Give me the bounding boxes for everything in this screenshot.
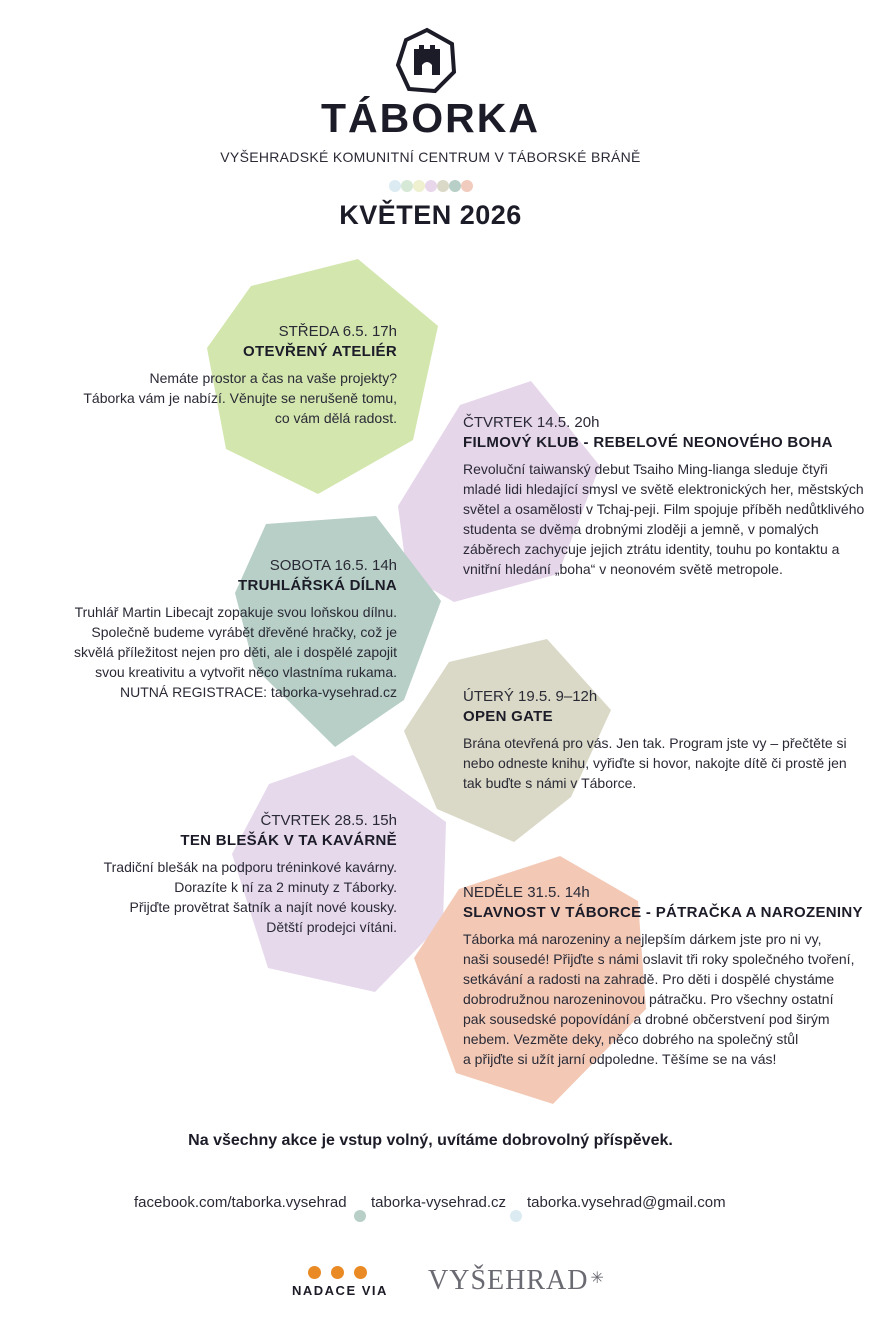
event-date: ÚTERÝ 19.5. 9–12h	[463, 688, 598, 705]
event-text-line: záběrech zachycuje jejich ztrátu identity, touhu po kontaktu a	[463, 541, 840, 557]
event-text-line: mladé lidi hledající smysl ve světě elektronických her, městských	[463, 481, 864, 497]
event-text-line: NUTNÁ REGISTRACE: taborka-vysehrad.cz	[120, 684, 397, 700]
event-text-line: Společně budeme vyrábět dřevěné hračky, což je	[91, 624, 397, 640]
event-text-line: Přijďte provětrat šatník a najít nové kousky.	[129, 899, 397, 915]
sponsor-vysehrad: VYŠEHRAD ✳	[428, 1265, 605, 1296]
event-slavnost	[463, 883, 873, 1069]
event-text-line: světel a osamělosti v Tchaj-peji. Film spojuje příběh nedůtklivého	[463, 501, 865, 517]
asterisk-icon: ✳	[590, 1270, 605, 1287]
event-date: NEDĚLE 31.5. 14h	[463, 884, 590, 901]
event-title: OTEVŘENÝ ATELIÉR	[243, 343, 397, 360]
event-text-line: dobrodružnou narozeninovou pátračku. Pro všechny ostatní	[463, 991, 834, 1007]
event-title: TEN BLEŠÁK V TA KAVÁRNĚ	[180, 832, 397, 849]
event-text-line: Táborka vám je nabízí. Věnujte se nerušeně tomu,	[83, 390, 397, 406]
event-title: TRUHLÁŘSKÁ DÍLNA	[238, 577, 397, 594]
free-entry-note: Na všechny akce je vstup volný, uvítáme dobrovolný příspěvek.	[188, 1132, 673, 1149]
facebook-link[interactable]: facebook.com/taborka.vysehrad	[134, 1194, 347, 1211]
sponsor-nadace-via: NADACE VIA	[292, 1283, 388, 1298]
event-text-line: Nemáte prostor a čas na vaše projekty?	[149, 370, 397, 386]
event-text-line: nebem. Vezměte deky, něco dobrého na společný stůl	[463, 1031, 799, 1047]
nadace-via-logo-icon	[308, 1266, 377, 1284]
event-date: STŘEDA 6.5. 17h	[278, 323, 397, 340]
event-text-line: Brána otevřená pro vás. Jen tak. Program jste vy – přečtěte si	[463, 735, 847, 751]
email-link[interactable]: taborka.vysehrad@gmail.com	[527, 1194, 726, 1211]
page-title: TÁBORKA	[321, 95, 540, 141]
event-title: SLAVNOST V TÁBORCE - PÁTRAČKA A NAROZENINY	[463, 904, 863, 921]
event-text-line: Truhlář Martin Libecajt zopakuje svou loňskou dílnu.	[74, 604, 397, 620]
event-text-line: svou kreativitu a vytvořit něco vlastníma rukama.	[95, 664, 397, 680]
event-date: ČTVRTEK 14.5. 20h	[463, 414, 600, 431]
event-text-line: studenta se dvěma drobnými zloději a jemně, v pomalých	[463, 521, 819, 537]
event-text-line: Dorazíte k ní za 2 minuty z Táborky.	[174, 879, 397, 895]
event-title: OPEN GATE	[463, 708, 553, 725]
event-text-line: tak buďte s námi v Táborce.	[463, 775, 637, 791]
event-text-line: Tradiční blešák na podporu tréninkové kavárny.	[103, 859, 397, 875]
event-text-line: setkávání a radosti na zahradě. Pro děti i dospělé chystáme	[463, 971, 835, 987]
event-title: FILMOVÝ KLUB - REBELOVÉ NEONOVÉHO BOHA	[463, 434, 833, 451]
event-open-gate	[463, 687, 868, 793]
event-date: ČTVRTEK 28.5. 15h	[260, 812, 397, 829]
event-text-line: co vám dělá radost.	[274, 410, 397, 426]
web-link[interactable]: taborka-vysehrad.cz	[371, 1194, 507, 1211]
event-text-line: vnitřní hledání „boha“ v neonovém světě metropole.	[463, 561, 783, 577]
separator-dot	[354, 1210, 366, 1222]
event-text-line: a přijďte si užít jarní odpoledne. Těšíme se na vás!	[463, 1051, 777, 1067]
event-text-line: Revoluční taiwanský debut Tsaiho Ming-lianga sleduje čtyři	[463, 461, 828, 477]
event-text-line: Táborka má narozeniny a nejlepším dárkem jste pro ni vy,	[463, 931, 822, 947]
event-text-line: nebo odneste knihu, vyřiďte si hovor, nakojte dítě či prostě jen	[463, 755, 847, 771]
page-subtitle: VYŠEHRADSKÉ KOMUNITNÍ CENTRUM V TÁBORSKÉ BRÁNĚ	[220, 149, 641, 165]
event-blesak	[40, 811, 397, 937]
event-text-line: skvělá příležitost nejen pro děti, ale i dospělé zapojit	[74, 644, 397, 660]
event-truhlarska-dilna	[20, 556, 397, 702]
event-filmovy-klub	[463, 413, 873, 579]
event-text-line: Dětští prodejci vítáni.	[266, 919, 397, 935]
month-heading: KVĚTEN 2026	[339, 200, 522, 230]
separator-dot	[510, 1210, 522, 1222]
event-text-line: pak sousedské popovídání a drobné občerstvení pod širým	[463, 1011, 830, 1027]
event-date: SOBOTA 16.5. 14h	[269, 557, 397, 574]
event-otevreny-atelier	[40, 322, 397, 428]
event-text-line: naši sousedé! Přijďte s námi oslavit tři roky společného tvoření,	[463, 951, 855, 967]
